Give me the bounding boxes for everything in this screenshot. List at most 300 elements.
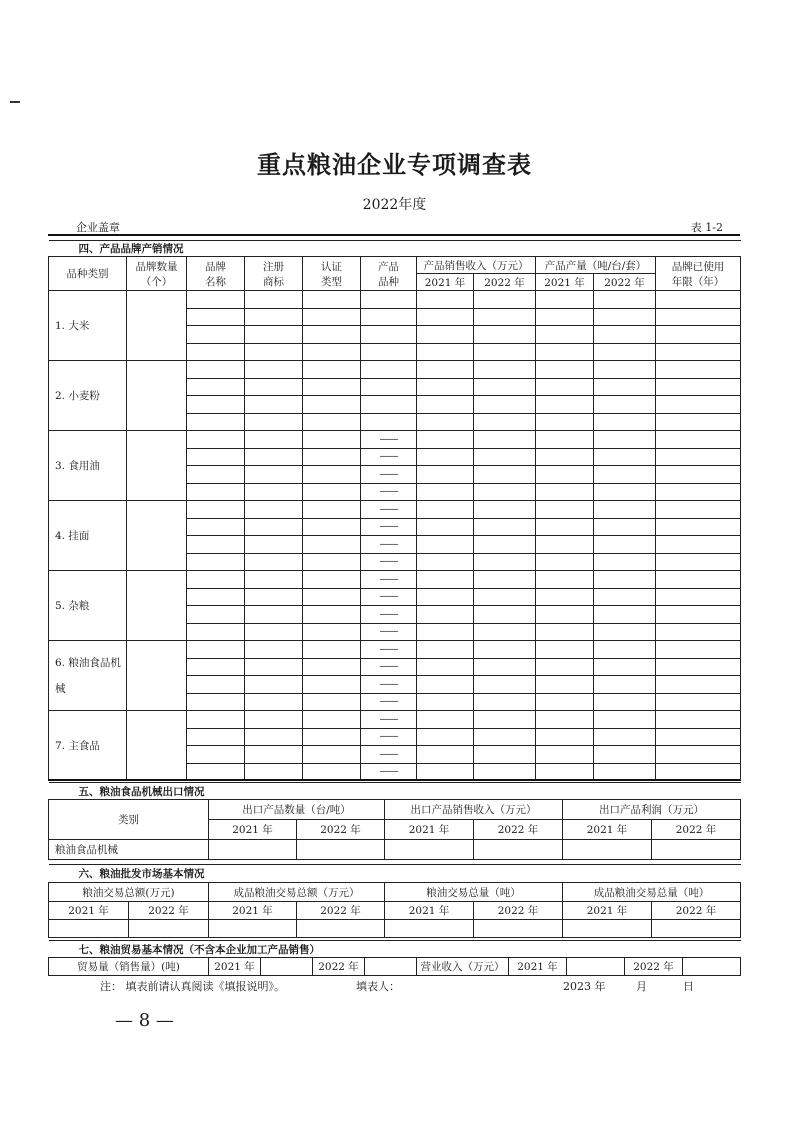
input-cell[interactable] (303, 308, 361, 326)
input-cell[interactable] (245, 623, 303, 641)
input-cell[interactable] (474, 588, 536, 606)
input-cell[interactable] (245, 483, 303, 501)
input-cell[interactable] (365, 958, 417, 976)
input-cell[interactable] (656, 413, 741, 431)
dash-cell: —— (361, 553, 417, 571)
input-cell[interactable] (417, 588, 474, 606)
input-cell[interactable] (187, 641, 245, 659)
table-row (49, 501, 741, 519)
input-cell[interactable] (245, 466, 303, 484)
input-cell[interactable] (417, 711, 474, 729)
section-5-title: 五、粮油食品机械出口情况 (49, 783, 741, 800)
date-year: 2023 年 (563, 980, 606, 993)
input-cell[interactable] (417, 413, 474, 431)
input-cell[interactable] (652, 840, 741, 860)
input-cell[interactable] (536, 746, 594, 764)
input-cell[interactable] (261, 958, 313, 976)
input-cell[interactable] (303, 483, 361, 501)
input-cell[interactable] (474, 763, 536, 781)
header-year: 2022 年 (652, 902, 741, 920)
input-cell[interactable] (209, 840, 297, 860)
input-cell[interactable] (656, 623, 741, 641)
input-cell[interactable] (303, 606, 361, 624)
input-cell[interactable] (474, 606, 536, 624)
input-cell[interactable] (303, 466, 361, 484)
input-cell[interactable] (417, 553, 474, 571)
input-cell[interactable] (536, 343, 594, 361)
input-cell[interactable] (474, 658, 536, 676)
input-cell[interactable] (536, 448, 594, 466)
input-cell[interactable] (417, 728, 474, 746)
input-cell[interactable] (361, 343, 417, 361)
input-cell[interactable] (594, 483, 656, 501)
brand-count-cell[interactable] (127, 641, 187, 711)
input-cell[interactable] (536, 378, 594, 396)
input-cell[interactable] (303, 746, 361, 764)
input-cell[interactable] (303, 553, 361, 571)
dash-cell: —— (361, 571, 417, 589)
input-cell[interactable] (474, 571, 536, 589)
input-cell[interactable] (656, 501, 741, 519)
input-cell[interactable] (187, 711, 245, 729)
input-cell[interactable] (474, 413, 536, 431)
input-cell[interactable] (187, 676, 245, 694)
input-cell[interactable] (245, 291, 303, 309)
input-cell[interactable] (187, 483, 245, 501)
input-cell[interactable] (417, 571, 474, 589)
input-cell[interactable] (656, 291, 741, 309)
input-cell[interactable] (474, 840, 563, 860)
input-cell[interactable] (474, 431, 536, 449)
input-cell[interactable] (209, 920, 297, 938)
input-cell[interactable] (245, 658, 303, 676)
brand-count-cell[interactable] (127, 571, 187, 641)
dash-cell: —— (361, 501, 417, 519)
input-cell[interactable] (656, 536, 741, 554)
input-cell[interactable] (594, 466, 656, 484)
input-cell[interactable] (656, 746, 741, 764)
section-4-title: 四、产品品牌产销情况 (49, 241, 741, 257)
dash-cell: —— (361, 746, 417, 764)
input-cell[interactable] (656, 658, 741, 676)
input-cell[interactable] (656, 676, 741, 694)
input-cell[interactable] (245, 571, 303, 589)
input-cell[interactable] (417, 501, 474, 519)
input-cell[interactable] (536, 308, 594, 326)
header-year: 2021 年 (385, 902, 474, 920)
input-cell[interactable] (474, 361, 536, 379)
input-cell[interactable] (474, 711, 536, 729)
input-cell[interactable] (474, 326, 536, 344)
input-cell[interactable] (245, 693, 303, 711)
input-cell[interactable] (417, 658, 474, 676)
dash-cell: —— (361, 693, 417, 711)
header-category: 类别 (49, 800, 209, 840)
header-year: 2021 年 (49, 902, 129, 920)
input-cell[interactable] (417, 518, 474, 536)
input-cell[interactable] (187, 396, 245, 414)
input-cell[interactable] (187, 606, 245, 624)
input-cell[interactable] (187, 746, 245, 764)
category-label: 2. 小麦粉 (49, 361, 127, 431)
input-cell[interactable] (417, 466, 474, 484)
input-cell[interactable] (536, 413, 594, 431)
input-cell[interactable] (297, 840, 385, 860)
input-cell[interactable] (417, 676, 474, 694)
input-cell[interactable] (303, 711, 361, 729)
input-cell[interactable] (474, 693, 536, 711)
input-cell[interactable] (594, 763, 656, 781)
input-cell[interactable] (417, 378, 474, 396)
input-cell[interactable] (594, 658, 656, 676)
input-cell[interactable] (656, 483, 741, 501)
dash-cell: —— (361, 763, 417, 781)
input-cell[interactable] (187, 658, 245, 676)
input-cell[interactable] (594, 693, 656, 711)
input-cell[interactable] (245, 553, 303, 571)
input-cell[interactable] (563, 920, 652, 938)
input-cell[interactable] (474, 518, 536, 536)
label-year: 2022 年 (313, 958, 365, 976)
input-cell[interactable] (594, 588, 656, 606)
input-cell[interactable] (536, 676, 594, 694)
header-export-income: 出口产品销售收入（万元） (385, 800, 563, 820)
input-cell[interactable] (303, 763, 361, 781)
input-cell[interactable] (594, 606, 656, 624)
input-cell[interactable] (417, 396, 474, 414)
brand-count-cell[interactable] (127, 431, 187, 501)
input-cell[interactable] (187, 588, 245, 606)
input-cell[interactable] (245, 378, 303, 396)
input-cell[interactable] (187, 431, 245, 449)
input-cell[interactable] (594, 728, 656, 746)
input-cell[interactable] (594, 641, 656, 659)
input-cell[interactable] (474, 466, 536, 484)
date-day: 日 (683, 980, 694, 993)
input-cell[interactable] (656, 711, 741, 729)
input-cell[interactable] (187, 553, 245, 571)
input-cell[interactable] (303, 361, 361, 379)
input-cell[interactable] (129, 920, 209, 938)
input-cell[interactable] (187, 343, 245, 361)
input-cell[interactable] (385, 840, 474, 860)
input-cell[interactable] (187, 448, 245, 466)
header-year: 2021 年 (209, 820, 297, 840)
dash-cell: —— (361, 588, 417, 606)
input-cell[interactable] (594, 431, 656, 449)
input-cell[interactable] (245, 676, 303, 694)
input-cell[interactable] (567, 958, 625, 976)
input-cell[interactable] (474, 641, 536, 659)
input-cell[interactable] (656, 606, 741, 624)
input-cell[interactable] (474, 746, 536, 764)
input-cell[interactable] (594, 711, 656, 729)
input-cell[interactable] (594, 308, 656, 326)
header-export-qty: 出口产品数量（台/吨） (209, 800, 385, 820)
header-output-2021: 2021 年 (536, 274, 594, 291)
input-cell[interactable] (417, 483, 474, 501)
header-year: 2021 年 (385, 820, 474, 840)
input-cell[interactable] (474, 291, 536, 309)
input-cell[interactable] (245, 326, 303, 344)
input-cell[interactable] (683, 958, 741, 976)
table-row (49, 711, 741, 729)
input-cell[interactable] (474, 920, 563, 938)
input-cell[interactable] (417, 606, 474, 624)
input-cell[interactable] (187, 326, 245, 344)
brand-count-cell[interactable] (127, 501, 187, 571)
input-cell[interactable] (474, 343, 536, 361)
input-cell[interactable] (187, 501, 245, 519)
input-cell[interactable] (187, 536, 245, 554)
input-cell[interactable] (303, 641, 361, 659)
input-cell[interactable] (417, 536, 474, 554)
input-cell[interactable] (245, 431, 303, 449)
input-cell[interactable] (303, 588, 361, 606)
input-cell[interactable] (303, 291, 361, 309)
input-cell[interactable] (187, 413, 245, 431)
input-cell[interactable] (187, 571, 245, 589)
input-cell[interactable] (656, 396, 741, 414)
input-cell[interactable] (417, 308, 474, 326)
input-cell[interactable] (187, 361, 245, 379)
input-cell[interactable] (536, 396, 594, 414)
input-cell[interactable] (361, 396, 417, 414)
input-cell[interactable] (417, 361, 474, 379)
input-cell[interactable] (245, 588, 303, 606)
input-cell[interactable] (536, 466, 594, 484)
input-cell[interactable] (245, 396, 303, 414)
input-cell[interactable] (297, 920, 385, 938)
input-cell[interactable] (652, 920, 741, 938)
input-cell[interactable] (303, 536, 361, 554)
input-cell[interactable] (474, 676, 536, 694)
input-cell[interactable] (656, 641, 741, 659)
input-cell[interactable] (303, 396, 361, 414)
input-cell[interactable] (187, 763, 245, 781)
input-cell[interactable] (361, 413, 417, 431)
input-cell[interactable] (245, 308, 303, 326)
input-cell[interactable] (303, 448, 361, 466)
section-4-bottom-rule (48, 779, 740, 781)
input-cell[interactable] (536, 501, 594, 519)
input-cell[interactable] (536, 553, 594, 571)
input-cell[interactable] (303, 571, 361, 589)
input-cell[interactable] (536, 763, 594, 781)
input-cell[interactable] (245, 413, 303, 431)
dash-cell: —— (361, 483, 417, 501)
input-cell[interactable] (303, 413, 361, 431)
input-cell[interactable] (594, 553, 656, 571)
input-cell[interactable] (536, 728, 594, 746)
input-cell[interactable] (245, 746, 303, 764)
input-cell[interactable] (361, 291, 417, 309)
input-cell[interactable] (594, 501, 656, 519)
input-cell[interactable] (417, 343, 474, 361)
section-6-title: 六、粮油批发市场基本情况 (49, 865, 741, 883)
input-cell[interactable] (417, 623, 474, 641)
input-cell[interactable] (245, 518, 303, 536)
input-cell[interactable] (563, 840, 652, 860)
input-cell[interactable] (656, 518, 741, 536)
input-cell[interactable] (303, 518, 361, 536)
input-cell[interactable] (417, 431, 474, 449)
input-cell[interactable] (594, 343, 656, 361)
input-cell[interactable] (303, 378, 361, 396)
header-brand-name: 品牌 名称 (187, 257, 245, 291)
input-cell[interactable] (303, 693, 361, 711)
input-cell[interactable] (187, 518, 245, 536)
input-cell[interactable] (536, 483, 594, 501)
input-cell[interactable] (474, 396, 536, 414)
input-cell[interactable] (594, 518, 656, 536)
input-cell[interactable] (303, 623, 361, 641)
input-cell[interactable] (187, 728, 245, 746)
input-cell[interactable] (245, 641, 303, 659)
header-sales-income: 产品销售收入（万元） (417, 257, 536, 274)
input-cell[interactable] (536, 693, 594, 711)
input-cell[interactable] (474, 623, 536, 641)
input-cell[interactable] (656, 343, 741, 361)
input-cell[interactable] (656, 378, 741, 396)
input-cell[interactable] (536, 571, 594, 589)
input-cell[interactable] (417, 326, 474, 344)
input-cell[interactable] (594, 378, 656, 396)
input-cell[interactable] (245, 763, 303, 781)
input-cell[interactable] (536, 361, 594, 379)
input-cell[interactable] (361, 308, 417, 326)
dash-cell: —— (361, 641, 417, 659)
input-cell[interactable] (536, 536, 594, 554)
header-output: 产品产量（吨/台/套） (536, 257, 656, 274)
input-cell[interactable] (187, 623, 245, 641)
dash-cell: —— (361, 658, 417, 676)
input-cell[interactable] (187, 308, 245, 326)
label-year: 2021 年 (209, 958, 261, 976)
input-cell[interactable] (594, 746, 656, 764)
input-cell[interactable] (187, 466, 245, 484)
input-cell[interactable] (474, 308, 536, 326)
input-cell[interactable] (245, 606, 303, 624)
input-cell[interactable] (245, 536, 303, 554)
input-cell[interactable] (536, 588, 594, 606)
header-category: 品种类别 (49, 257, 127, 291)
input-cell[interactable] (245, 711, 303, 729)
input-cell[interactable] (361, 378, 417, 396)
input-cell[interactable] (245, 343, 303, 361)
input-cell[interactable] (474, 378, 536, 396)
input-cell[interactable] (303, 431, 361, 449)
header-finished-amount: 成品粮油交易总额（万元） (209, 883, 385, 902)
input-cell[interactable] (656, 361, 741, 379)
input-cell[interactable] (361, 361, 417, 379)
input-cell[interactable] (536, 658, 594, 676)
input-cell[interactable] (656, 326, 741, 344)
input-cell[interactable] (361, 326, 417, 344)
input-cell[interactable] (656, 693, 741, 711)
input-cell[interactable] (187, 291, 245, 309)
input-cell[interactable] (417, 291, 474, 309)
table-row (49, 641, 741, 659)
header-year: 2022 年 (129, 902, 209, 920)
input-cell[interactable] (49, 920, 129, 938)
input-cell[interactable] (656, 728, 741, 746)
input-cell[interactable] (417, 693, 474, 711)
input-cell[interactable] (536, 623, 594, 641)
input-cell[interactable] (656, 588, 741, 606)
input-cell[interactable] (594, 413, 656, 431)
input-cell[interactable] (303, 658, 361, 676)
brand-count-cell[interactable] (127, 291, 187, 361)
input-cell[interactable] (187, 693, 245, 711)
input-cell[interactable] (385, 920, 474, 938)
input-cell[interactable] (536, 641, 594, 659)
input-cell[interactable] (656, 431, 741, 449)
input-cell[interactable] (474, 553, 536, 571)
input-cell[interactable] (474, 536, 536, 554)
table-row (49, 361, 741, 379)
input-cell[interactable] (594, 676, 656, 694)
input-cell[interactable] (594, 623, 656, 641)
input-cell[interactable] (187, 378, 245, 396)
input-cell[interactable] (303, 728, 361, 746)
input-cell[interactable] (536, 711, 594, 729)
input-cell[interactable] (594, 361, 656, 379)
page-title: 重点粮油企业专项调查表 (257, 150, 532, 179)
input-cell[interactable] (303, 326, 361, 344)
input-cell[interactable] (303, 343, 361, 361)
input-cell[interactable] (417, 763, 474, 781)
input-cell[interactable] (536, 291, 594, 309)
report-year: 2022年度 (362, 197, 427, 213)
input-cell[interactable] (594, 291, 656, 309)
brand-count-cell[interactable] (127, 711, 187, 781)
input-cell[interactable] (536, 606, 594, 624)
input-cell[interactable] (656, 763, 741, 781)
input-cell[interactable] (474, 448, 536, 466)
input-cell[interactable] (536, 518, 594, 536)
input-cell[interactable] (656, 553, 741, 571)
input-cell[interactable] (536, 326, 594, 344)
input-cell[interactable] (245, 728, 303, 746)
input-cell[interactable] (245, 361, 303, 379)
dash-cell: —— (361, 518, 417, 536)
input-cell[interactable] (245, 501, 303, 519)
input-cell[interactable] (594, 448, 656, 466)
input-cell[interactable] (656, 308, 741, 326)
input-cell[interactable] (656, 466, 741, 484)
input-cell[interactable] (656, 571, 741, 589)
input-cell[interactable] (536, 431, 594, 449)
input-cell[interactable] (594, 536, 656, 554)
input-cell[interactable] (594, 571, 656, 589)
input-cell[interactable] (656, 448, 741, 466)
page-number: — 8 — (115, 1010, 174, 1031)
header-year: 2021 年 (563, 820, 652, 840)
input-cell[interactable] (417, 448, 474, 466)
input-cell[interactable] (245, 448, 303, 466)
input-cell[interactable] (594, 326, 656, 344)
input-cell[interactable] (474, 501, 536, 519)
input-cell[interactable] (303, 501, 361, 519)
brand-count-cell[interactable] (127, 361, 187, 431)
input-cell[interactable] (417, 641, 474, 659)
input-cell[interactable] (474, 483, 536, 501)
input-cell[interactable] (303, 676, 361, 694)
input-cell[interactable] (474, 728, 536, 746)
input-cell[interactable] (594, 396, 656, 414)
input-cell[interactable] (417, 746, 474, 764)
